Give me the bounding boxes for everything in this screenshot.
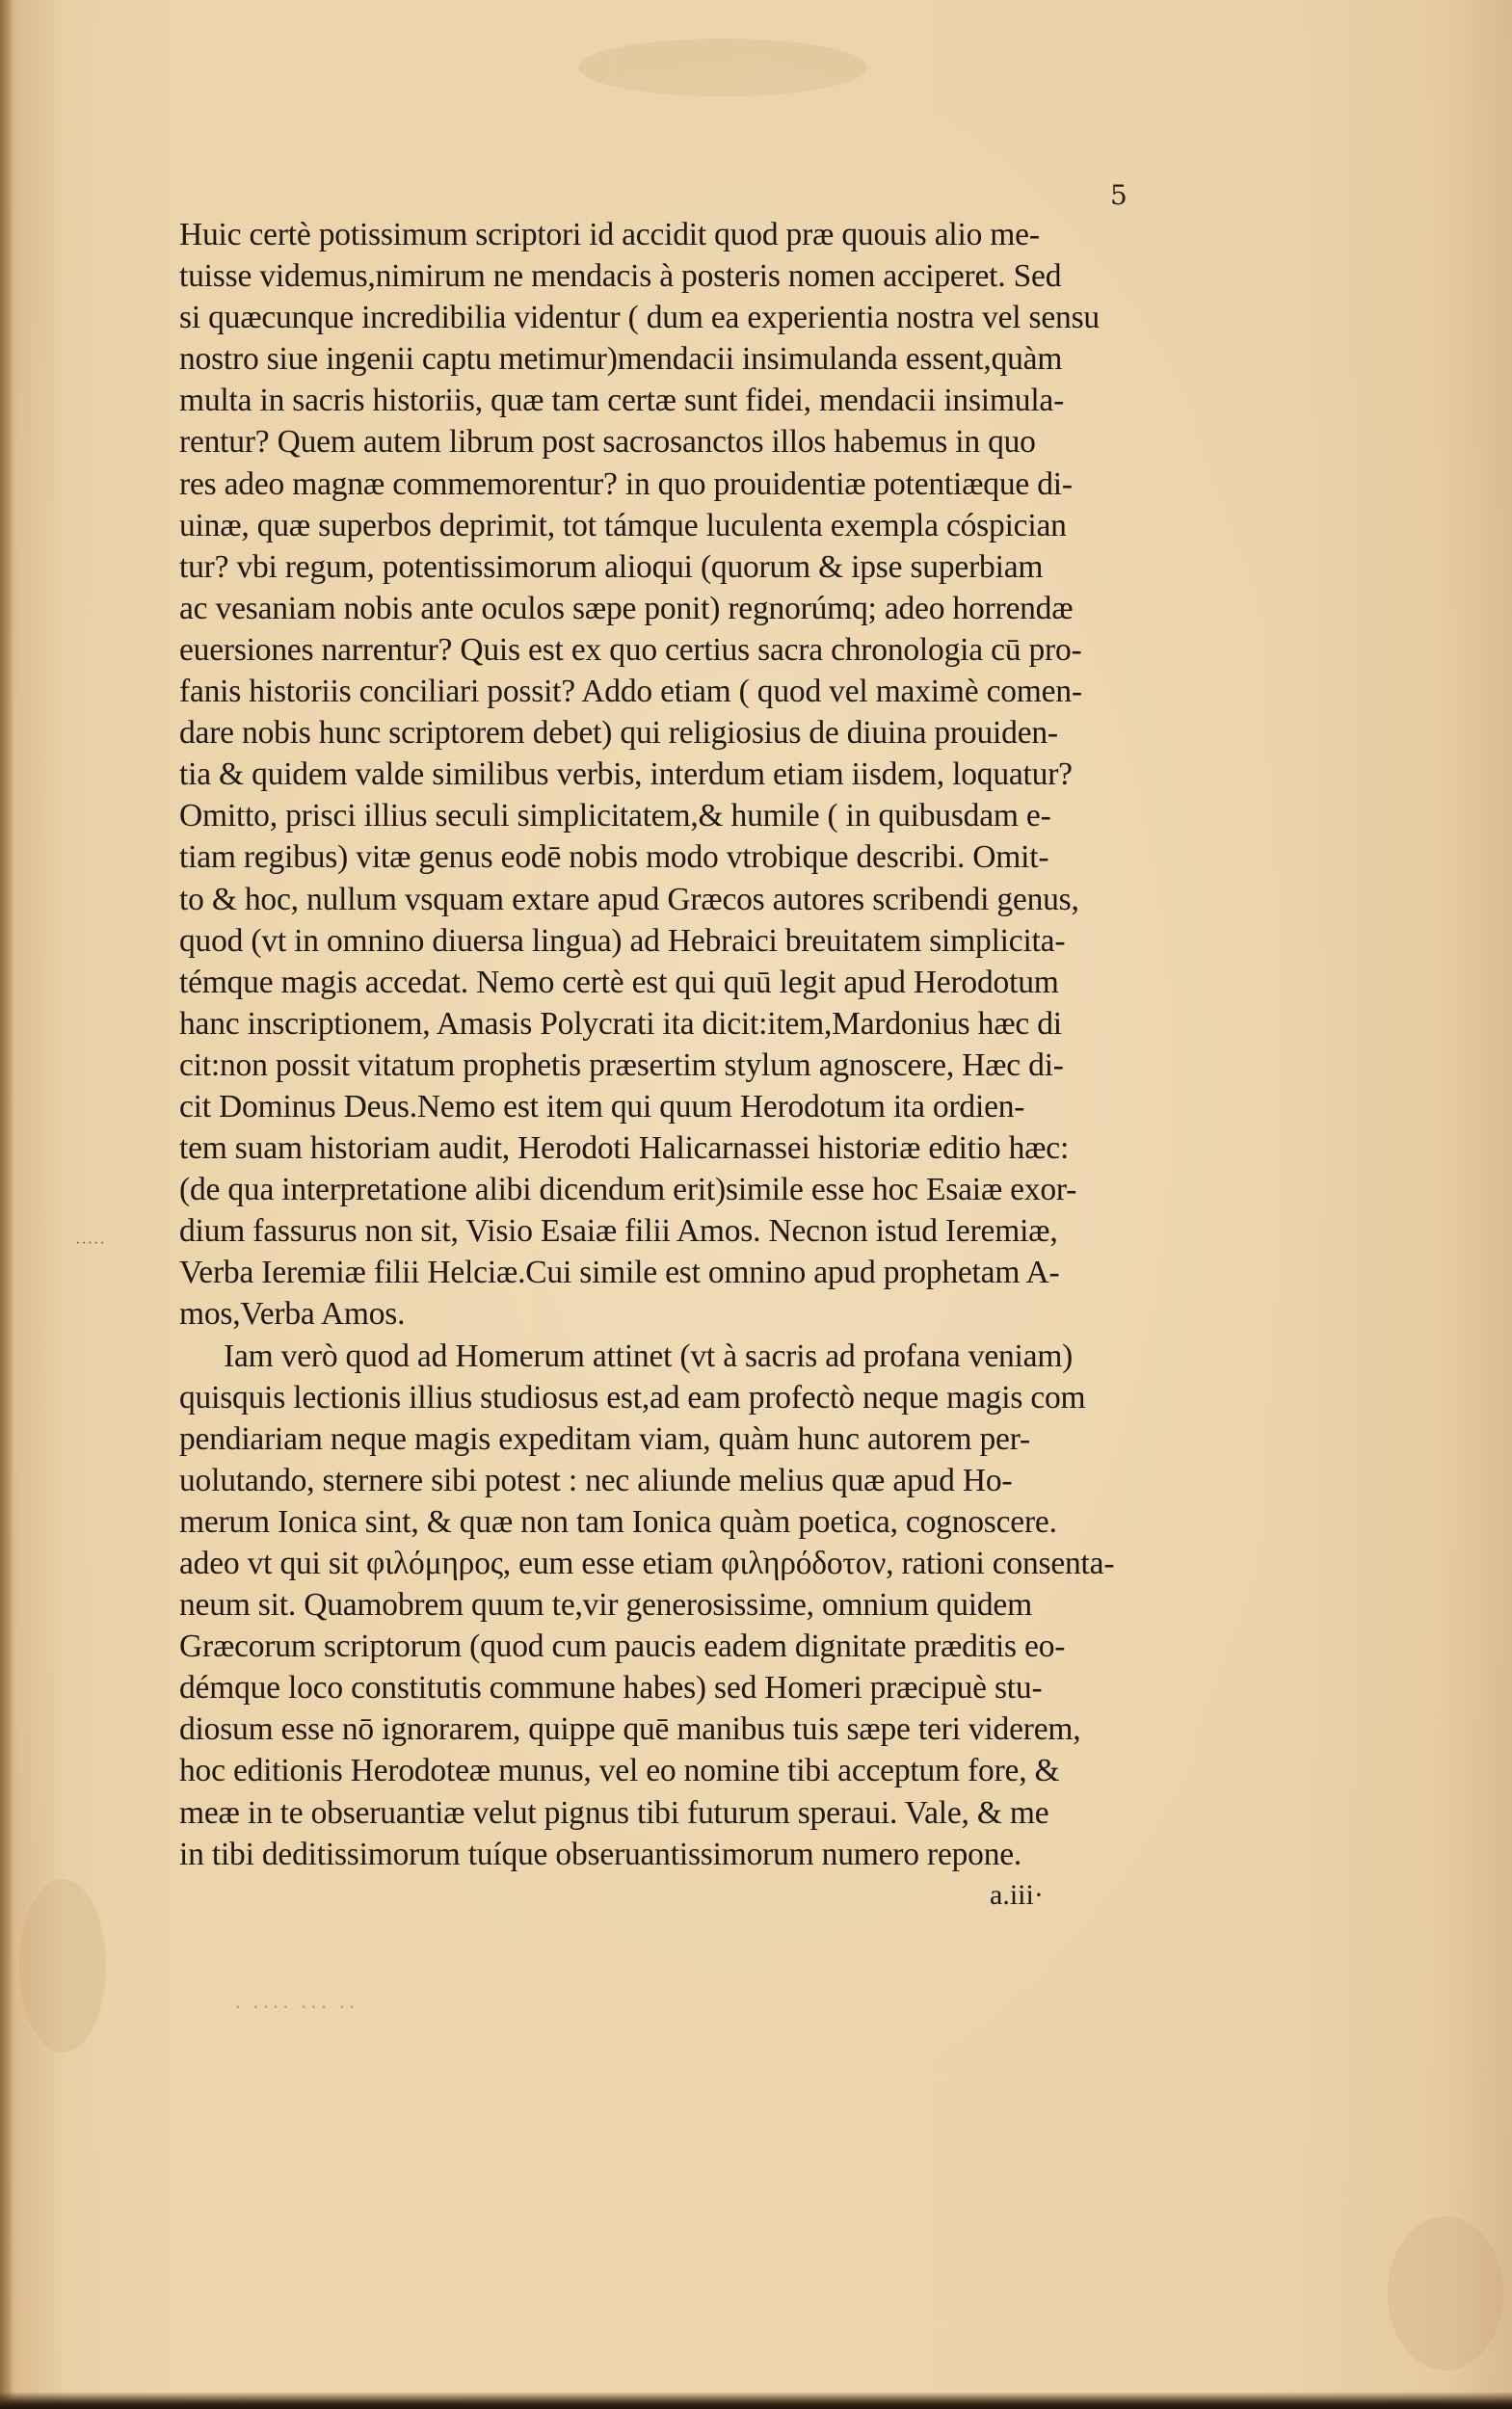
bleed-through-text: ·· ··· ···· · xyxy=(231,1995,356,2019)
text-line: hoc editionis Herodoteæ munus, vel eo nomine tibi acceptum fore, & xyxy=(179,1753,1060,1789)
text-line: démque loco constitutis commune habes) sed Homeri præcipuè stu- xyxy=(179,1670,1043,1707)
body-text xyxy=(179,214,1151,1875)
text-line: Iam verò quod ad Homerum attinet (vt à sacris ad profana veniam) xyxy=(224,1337,1074,1374)
text-line: tuisse videmus,nimirum ne mendacis à posteris nomen acciperet. Sed xyxy=(179,258,1062,295)
text-line: adeo vt qui sit φιλόμηρος, eum esse etiam φιληρόδοτον, rationi consenta- xyxy=(179,1546,1115,1581)
text-line: res adeo magnæ commemorentur? in quo prouidentiæ potentiæque di- xyxy=(179,465,1073,502)
text-line: (de qua interpretatione alibi dicendum erit)simile esse hoc Esaiæ exor- xyxy=(179,1172,1077,1208)
text-line: ac vesaniam nobis ante oculos sæpe ponit) regnorúmq; adeo horrendæ xyxy=(179,590,1074,626)
paper-stain xyxy=(578,39,867,96)
text-line: in tibi deditissimorum tuíque obseruantissimorum numero repone. xyxy=(179,1836,1022,1872)
text-line: uinæ, quæ superbos deprimit, tot támque luculenta exempla cóspician xyxy=(179,507,1067,543)
signature-mark: a.iii· xyxy=(990,1879,1044,1911)
text-line: rentur? Quem autem librum post sacrosanctos illos habemus in quo xyxy=(179,424,1036,461)
text-line: tur? vbi regum, potentissimorum alioqui (quorum & ipse superbiam xyxy=(179,548,1044,585)
text-line: mos,Verba Amos. xyxy=(179,1296,406,1333)
text-line: meæ in te obseruantiæ velut pignus tibi futurum speraui. Vale, & me xyxy=(179,1794,1049,1831)
text-line: quisquis lectionis illius studiosus est,ad eam profectò neque magis com xyxy=(179,1379,1086,1416)
text-line: to & hoc, nullum vsquam extare apud Græcos autores scribendi genus, xyxy=(179,881,1079,917)
text-line: euersiones narrentur? Quis est ex quo certius sacra chronologia cū pro- xyxy=(179,631,1082,668)
paper-stain xyxy=(19,1879,106,2052)
text-line: Huic certè potissimum scriptori id accidit quod præ quouis alio me- xyxy=(179,217,1040,252)
binding-edge xyxy=(0,0,13,2409)
text-line: fanis historiis conciliari possit? Addo etiam ( quod vel maximè comen- xyxy=(179,674,1082,710)
page-bottom-shadow xyxy=(0,2392,1512,2409)
text-line: merum Ionica sint, & quæ non tam Ionica quàm poetica, cognoscere. xyxy=(179,1503,1057,1540)
marginal-note: ····· xyxy=(75,1235,106,1252)
text-line: dare nobis hunc scriptorem debet) qui religiosius de diuina prouiden- xyxy=(179,715,1058,752)
text-line: si quæcunque incredibilia videntur ( dum ea experientia nostra vel sensu xyxy=(179,300,1100,336)
text-line: quod (vt in omnino diuersa lingua) ad Hebraici breuitatem simplicita- xyxy=(179,922,1066,959)
folio-number: 5 xyxy=(1110,179,1127,211)
text-line: tem suam historiam audit, Herodoti Halicarnassei historiæ editio hæc: xyxy=(179,1130,1070,1167)
text-line: tia & quidem valde similibus verbis, interdum etiam iisdem, loquatur? xyxy=(179,756,1073,793)
text-line: Verba Ieremiæ filii Helciæ.Cui simile est omnino apud prophetam A- xyxy=(179,1255,1060,1291)
paper-stain xyxy=(1388,2216,1503,2370)
text-line: Omitto, prisci illius seculi simplicitatem,& humile ( in quibusdam e- xyxy=(179,798,1051,834)
text-line: cit:non possit vitatum prophetis præsertim stylum agnoscere, Hæc di- xyxy=(179,1046,1064,1083)
text-line: Græcorum scriptorum (quod cum paucis eadem dignitate præditis eo- xyxy=(179,1628,1066,1665)
text-line: cit Dominus Deus.Nemo est item qui quum Herodotum ita ordien- xyxy=(179,1088,1025,1125)
text-line: diosum esse nō ignorarem, quippe quē manibus tuis sæpe teri viderem, xyxy=(179,1711,1081,1748)
text-line: dium fassurus non sit, Visio Esaiæ filii Amos. Necnon istud Ieremiæ, xyxy=(179,1213,1058,1250)
text-line: nostro siue ingenii captu metimur)mendacii insimulanda essent,quàm xyxy=(179,341,1063,378)
text-line: hanc inscriptionem, Amasis Polycrati ita dicit:item,Mardonius hæc di xyxy=(179,1005,1062,1042)
text-line: témque magis accedat. Nemo certè est qui quū legit apud Herodotum xyxy=(179,964,1059,1000)
text-line: uolutando, sternere sibi potest : nec aliunde melius quæ apud Ho- xyxy=(179,1462,1013,1498)
text-line: multa in sacris historiis, quæ tam certæ sunt fidei, mendacii insimula- xyxy=(179,383,1065,419)
text-line: neum sit. Quamobrem quum te,vir generosissime, omnium quidem xyxy=(179,1587,1032,1624)
text-line: pendiariam neque magis expeditam viam, quàm hunc autorem per- xyxy=(179,1420,1030,1457)
text-line: tiam regibus) vitæ genus eodē nobis modo vtrobique describi. Omit- xyxy=(179,839,1049,876)
